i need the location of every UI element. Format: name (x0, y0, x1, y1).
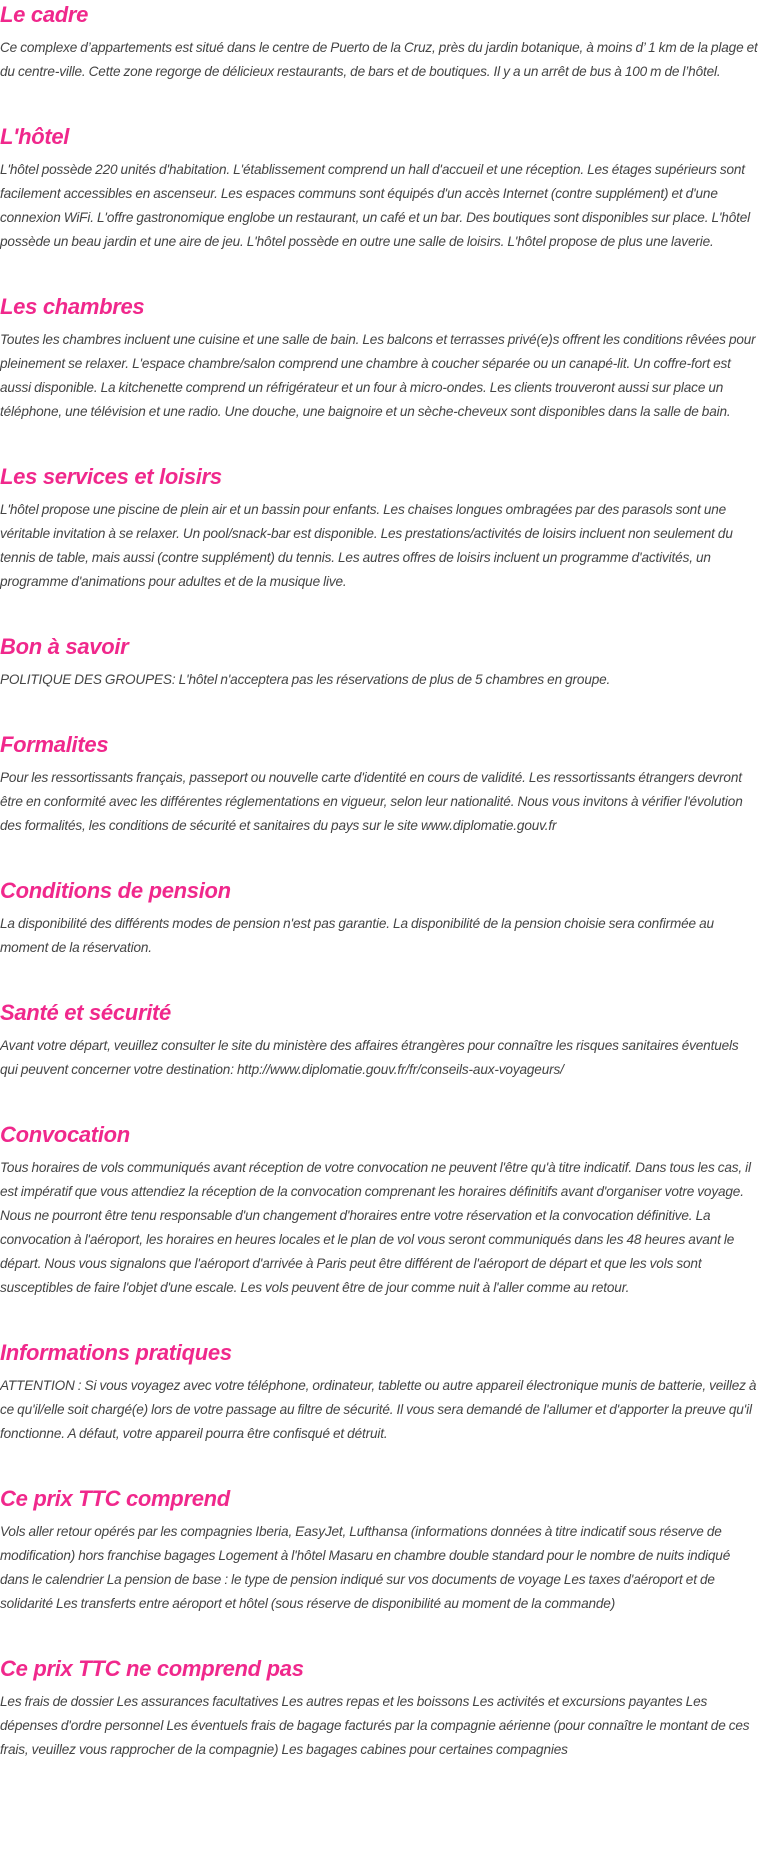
section-conditions-pension (0, 838, 758, 960)
section-body-prix-comprend: Vols aller retour opérés par les compagnies Iberia, EasyJet, Lufthansa (informations données à titre indicatif sous réserve de modification) hors franchise bagages Logement à l'hôtel Masaru en chambre double standard pour le nombre de nuits indiqué dans le calendrier La pension de base : le type de pension indiqué sur vos documents de voyage Les taxes d'aéroport et de solidarité Les transferts entre aéroport et hôtel (sous réserve de disponibilité au moment de la commande) (0, 1524, 731, 1611)
section-title-les-chambres: Les chambres (0, 294, 145, 319)
section-body-formalites: Pour les ressortissants français, passeport ou nouvelle carte d'identité en cours de validité. Les ressortissants étrangers devront être en conformité avec les différentes réglementations en vigueur, selon leur nationalité. Nous vous invitons à vérifier l'évolution des formalités, les conditions de sécurité et sanitaires du pays sur le site www.diplomatie.gouv.fr (0, 770, 743, 833)
section-title-formalites: Formalites (0, 732, 109, 757)
section-prix-comprend (0, 1446, 758, 1616)
section-body-les-chambres: Toutes les chambres incluent une cuisine et une salle de bain. Les balcons et terrasses privé(e)s offrent les conditions rêvées pour pleinement se relaxer. L'espace chambre/salon comprend une chambre à coucher séparée ou un canapé-lit. Un coffre-fort est aussi disponible. La kitchenette comprend un réfrigérateur et un four à micro-ondes. Les clients trouveront aussi sur place un téléphone, une télévision et une radio. Une douche, une baignoire et un sèche-cheveux sont disponibles dans la salle de bain. (0, 332, 756, 419)
section-body-convocation: Tous horaires de vols communiqués avant réception de votre convocation ne peuvent l'être qu'à titre indicatif. Dans tous les cas, il est impératif que vous attendiez la réception de la convocation comprenant les horaires définitifs avant d'organiser votre voyage. Nous ne pourront être tenu responsable d'un changement d'horaires entre votre réservation et la convocation définitive. La convocation à l'aéroport, les horaires en heures locales et le plan de vol vous seront communiqués dans les 48 heures avant le départ. Nous vous signalons que l'aéroport d'arrivée à Paris peut être différent de l'aéroport de départ et que les vols sont susceptibles de faire l'objet d'une escale. Les vols peuvent être de jour comme nuit à l'aller comme au retour. (0, 1160, 751, 1295)
section-informations-pratiques (0, 1300, 758, 1446)
section-bon-a-savoir (0, 594, 758, 692)
section-formalites (0, 692, 758, 838)
section-prix-ne-comprend-pas (0, 1616, 758, 1762)
section-body-services-loisirs: L'hôtel propose une piscine de plein air et un bassin pour enfants. Les chaises longues ombragées par des parasols sont une véritable invitation à se relaxer. Un pool/snack-bar est disponible. Les prestations/activités de loisirs incluent non seulement du tennis de table, mais aussi (contre supplément) du tennis. Les autres offres de loisirs incluent un programme d'activités, un programme d'animations pour adultes et de la musique live. (0, 502, 733, 589)
section-sante-securite (0, 960, 758, 1082)
section-body-conditions-pension: La disponibilité des différents modes de pension n'est pas garantie. La disponibilité de la pension choisie sera confirmée au moment de la réservation. (0, 916, 714, 955)
section-les-chambres (0, 254, 758, 424)
section-title-l-hotel: L'hôtel (0, 124, 70, 149)
section-title-services-loisirs: Les services et loisirs (0, 464, 222, 489)
section-le-cadre (0, 0, 758, 84)
section-title-conditions-pension: Conditions de pension (0, 878, 231, 903)
section-title-sante-securite: Santé et sécurité (0, 1000, 171, 1025)
section-title-informations-pratiques: Informations pratiques (0, 1340, 232, 1365)
section-title-bon-a-savoir: Bon à savoir (0, 634, 129, 659)
section-body-le-cadre: Ce complexe d’appartements est situé dans le centre de Puerto de la Cruz, près du jardin botanique, à moins d’ 1 km de la plage et du centre-ville. Cette zone regorge de délicieux restaurants, de bars et de boutiques. Il y a un arrêt de bus à 100 m de l’hôtel. (0, 40, 758, 79)
section-title-prix-comprend: Ce prix TTC comprend (0, 1486, 230, 1511)
section-title-le-cadre: Le cadre (0, 2, 89, 27)
section-body-l-hotel: L'hôtel possède 220 unités d'habitation. L'établissement comprend un hall d'accueil et une réception. Les étages supérieurs sont facilement accessibles en ascenseur. Les espaces communs sont équipés d'un accès Internet (contre supplément) et d'une connexion WiFi. L'offre gastronomique englobe un restaurant, un café et un bar. Des boutiques sont disponibles sur place. L'hôtel possède un beau jardin et une aire de jeu. L'hôtel possède en outre une salle de loisirs. L'hôtel propose de plus une laverie. (0, 162, 751, 249)
section-body-sante-securite: Avant votre départ, veuillez consulter le site du ministère des affaires étrangères pour connaître les risques sanitaires éventuels qui peuvent concerner votre destination: http://www.diplomatie.gouv.fr/fr/conseils-aux-voyageurs/ (0, 1038, 739, 1077)
section-l-hotel (0, 84, 758, 254)
section-title-convocation: Convocation (0, 1122, 130, 1147)
section-body-bon-a-savoir: POLITIQUE DES GROUPES: L'hôtel n'acceptera pas les réservations de plus de 5 chambres en groupe. (0, 672, 611, 687)
section-body-prix-ne-comprend-pas: Les frais de dossier Les assurances facultatives Les autres repas et les boissons Les activités et excursions payantes Les dépenses d'ordre personnel Les éventuels frais de bagage facturés par la compagnie aérienne (pour connaître le montant de ces frais, veuillez vous rapprocher de la compagnie) Les bagages cabines pour certaines compagnies (0, 1694, 750, 1757)
section-convocation (0, 1082, 758, 1300)
section-body-informations-pratiques: ATTENTION : Si vous voyagez avec votre téléphone, ordinateur, tablette ou autre appareil électronique munis de batterie, veillez à ce qu'il/elle soit chargé(e) lors de votre passage au filtre de sécurité. Il vous sera demandé de l'allumer et d'apporter la preuve qu'il fonctionne. A défaut, votre appareil pourra être confisqué et détruit. (0, 1378, 757, 1441)
section-title-prix-ne-comprend-pas: Ce prix TTC ne comprend pas (0, 1656, 304, 1681)
section-services-loisirs (0, 424, 758, 594)
